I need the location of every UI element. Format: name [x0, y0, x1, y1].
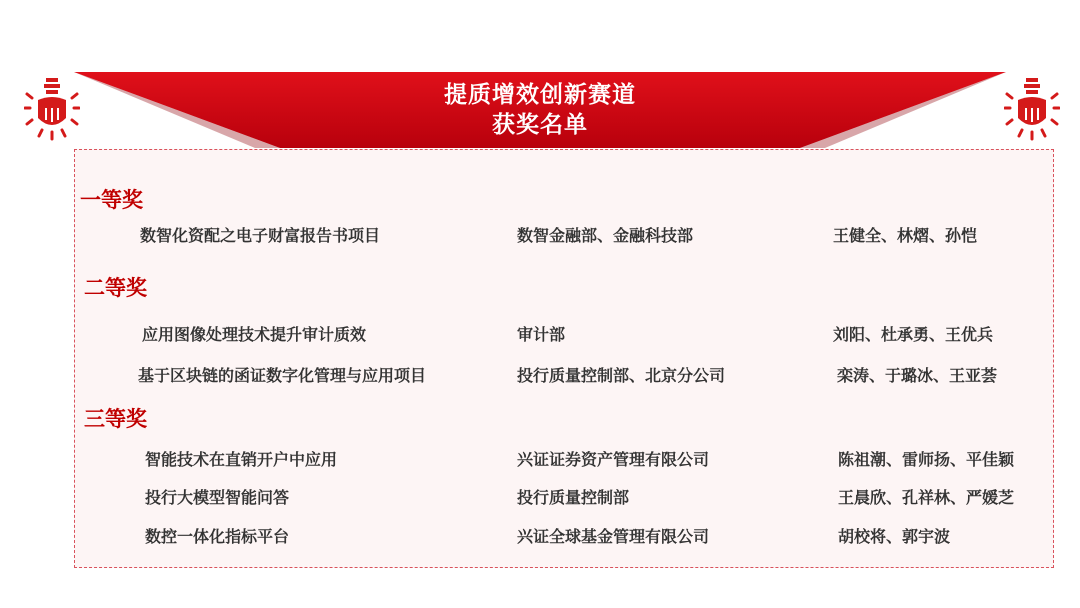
- tier-title-first: 一等奖: [80, 188, 143, 212]
- award-row: [0, 447, 1080, 473]
- project-name: 投行大模型智能问答: [145, 488, 290, 507]
- award-row: [0, 485, 1080, 511]
- department-name: 数智金融部、金融科技部: [517, 226, 694, 245]
- project-name: 数智化资配之电子财富报告书项目: [140, 226, 381, 245]
- project-name: 智能技术在直销开户中应用: [145, 450, 338, 469]
- tier-title-second: 二等奖: [84, 276, 147, 300]
- member-names: 栾涛、于璐冰、王亚荟: [837, 366, 998, 385]
- project-name: 基于区块链的函证数字化管理与应用项目: [138, 366, 427, 385]
- title-block: [340, 80, 740, 140]
- award-row: [0, 322, 1080, 348]
- member-names: 胡校将、郭宇波: [838, 527, 951, 546]
- light-bulb-icon: [1004, 74, 1060, 142]
- page-title: 提质增效创新赛道: [444, 82, 636, 108]
- department-name: 兴证证券资产管理有限公司: [517, 450, 710, 469]
- member-names: 王健全、林熠、孙恺: [833, 226, 978, 245]
- light-bulb-icon: [24, 74, 80, 142]
- member-names: 王晨欣、孔祥林、严媛芝: [838, 488, 1015, 507]
- department-name: 投行质量控制部: [517, 488, 630, 507]
- project-name: 应用图像处理技术提升审计质效: [142, 325, 367, 344]
- award-row: [0, 223, 1080, 249]
- tier-title-third: 三等奖: [84, 407, 147, 431]
- page-subtitle: 获奖名单: [492, 112, 588, 138]
- project-name: 数控一体化指标平台: [145, 527, 290, 546]
- award-row: [0, 363, 1080, 389]
- department-name: 兴证全球基金管理有限公司: [517, 527, 710, 546]
- award-row: [0, 524, 1080, 550]
- department-name: 审计部: [517, 325, 566, 344]
- department-name: 投行质量控制部、北京分公司: [517, 366, 726, 385]
- member-names: 陈祖潮、雷师扬、平佳颖: [838, 450, 1015, 469]
- member-names: 刘阳、杜承勇、王优兵: [833, 325, 994, 344]
